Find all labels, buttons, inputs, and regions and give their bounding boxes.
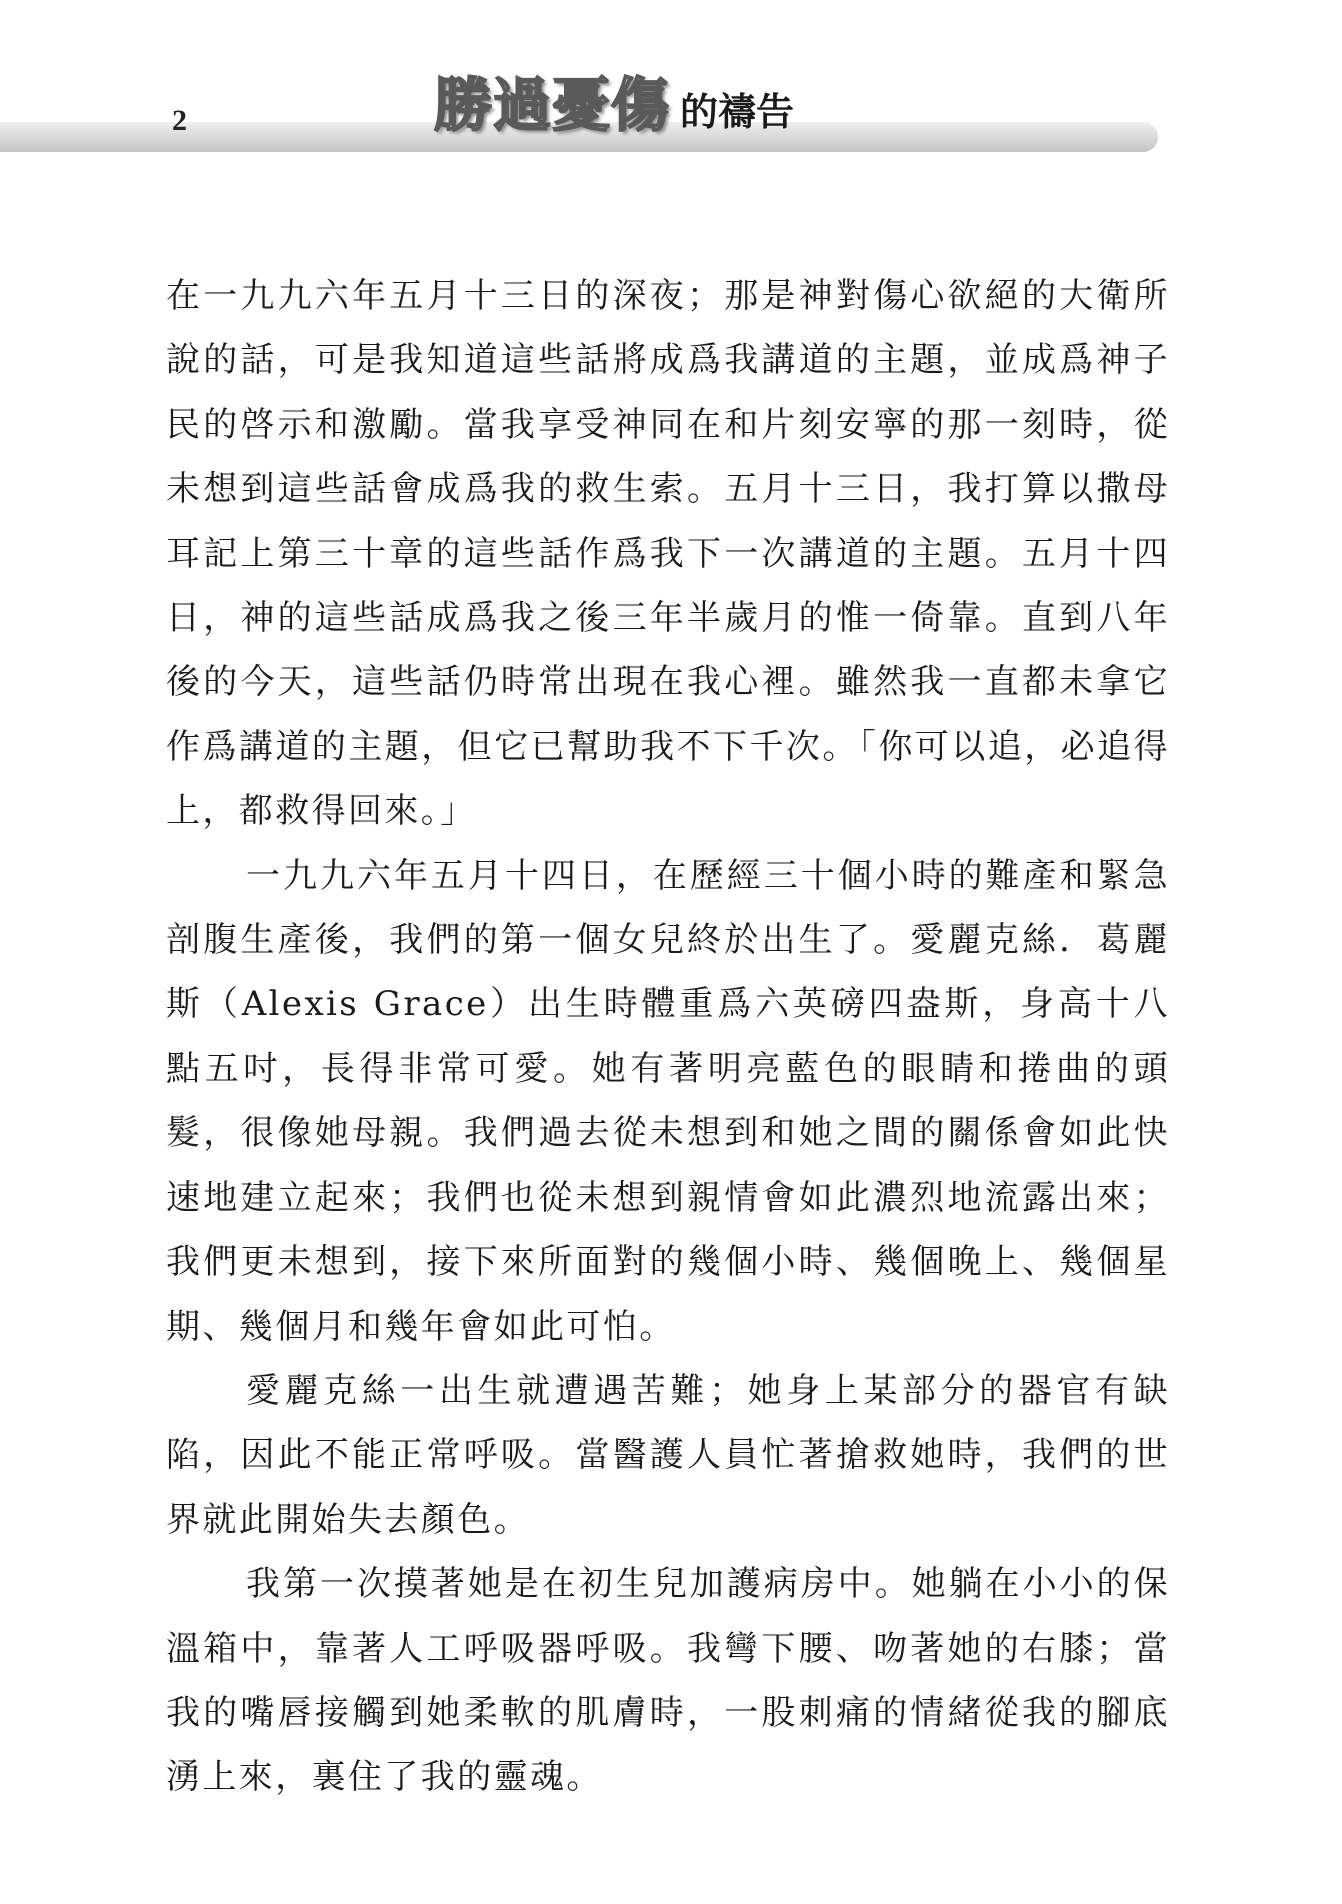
running-title-sub: 的禱告 <box>680 89 795 134</box>
running-title-main: 勝過憂傷 <box>434 71 671 139</box>
paragraph: 我第一次摸著她是在初生兒加護病房中。她躺在小小的保溫箱中，靠著人工呼吸器呼吸。我彎下腰、吻著她的右膝；當我的嘴唇接觸到她柔軟的肌膚時，一股刺痛的情緒從我的腳底湧上來，裏住了我的靈魂。 <box>166 1564 1170 1798</box>
paragraph: 一九九六年五月十四日，在歷經三十個小時的難產和緊急剖腹生產後，我們的第一個女兒終於出生了。愛麗克絲．葛麗斯（Alexis Grace）出生時體重爲六英磅四盎斯，身高十八點五吋，長得非常可愛。她有著明亮藍色的眼睛和捲曲的頭髮，很像她母親。我們過去從未想到和她之間的關係會如此快速地建立起來；我們也從未想到親情會如此濃烈地流露出來；我們更未想到，接下來所面對的幾個小時、幾個晚上、幾個星期、幾個月和幾年會如此可怕。 <box>166 855 1170 1347</box>
page-number: 2 <box>172 104 187 137</box>
paragraph: 在一九九六年五月十三日的深夜；那是神對傷心欲絕的大衛所說的話，可是我知道這些話將成爲我講道的主題，並成爲神子民的啓示和激勵。當我享受神同在和片刻安寧的那一刻時，從未想到這些話會成爲我的救生索。五月十三日，我打算以撒母耳記上第三十章的這些話作爲我下一次講道的主題。五月十四日，神的這些話成爲我之後三年半歲月的惟一倚靠。直到八年後的今天，這些話仍時常出現在我心裡。雖然我一直都未拿它作爲講道的主題，但它已幫助我不下千次。「你可以追，必追得上，都救得回來。」 <box>166 276 1170 832</box>
running-title <box>434 71 795 139</box>
paragraph: 愛麗克絲一出生就遭遇苦難；她身上某部分的器官有缺陷，因此不能正常呼吸。當醫護人員忙著搶救她時，我們的世界就此開始失去顏色。 <box>166 1370 1170 1540</box>
body-text <box>166 264 1170 1810</box>
